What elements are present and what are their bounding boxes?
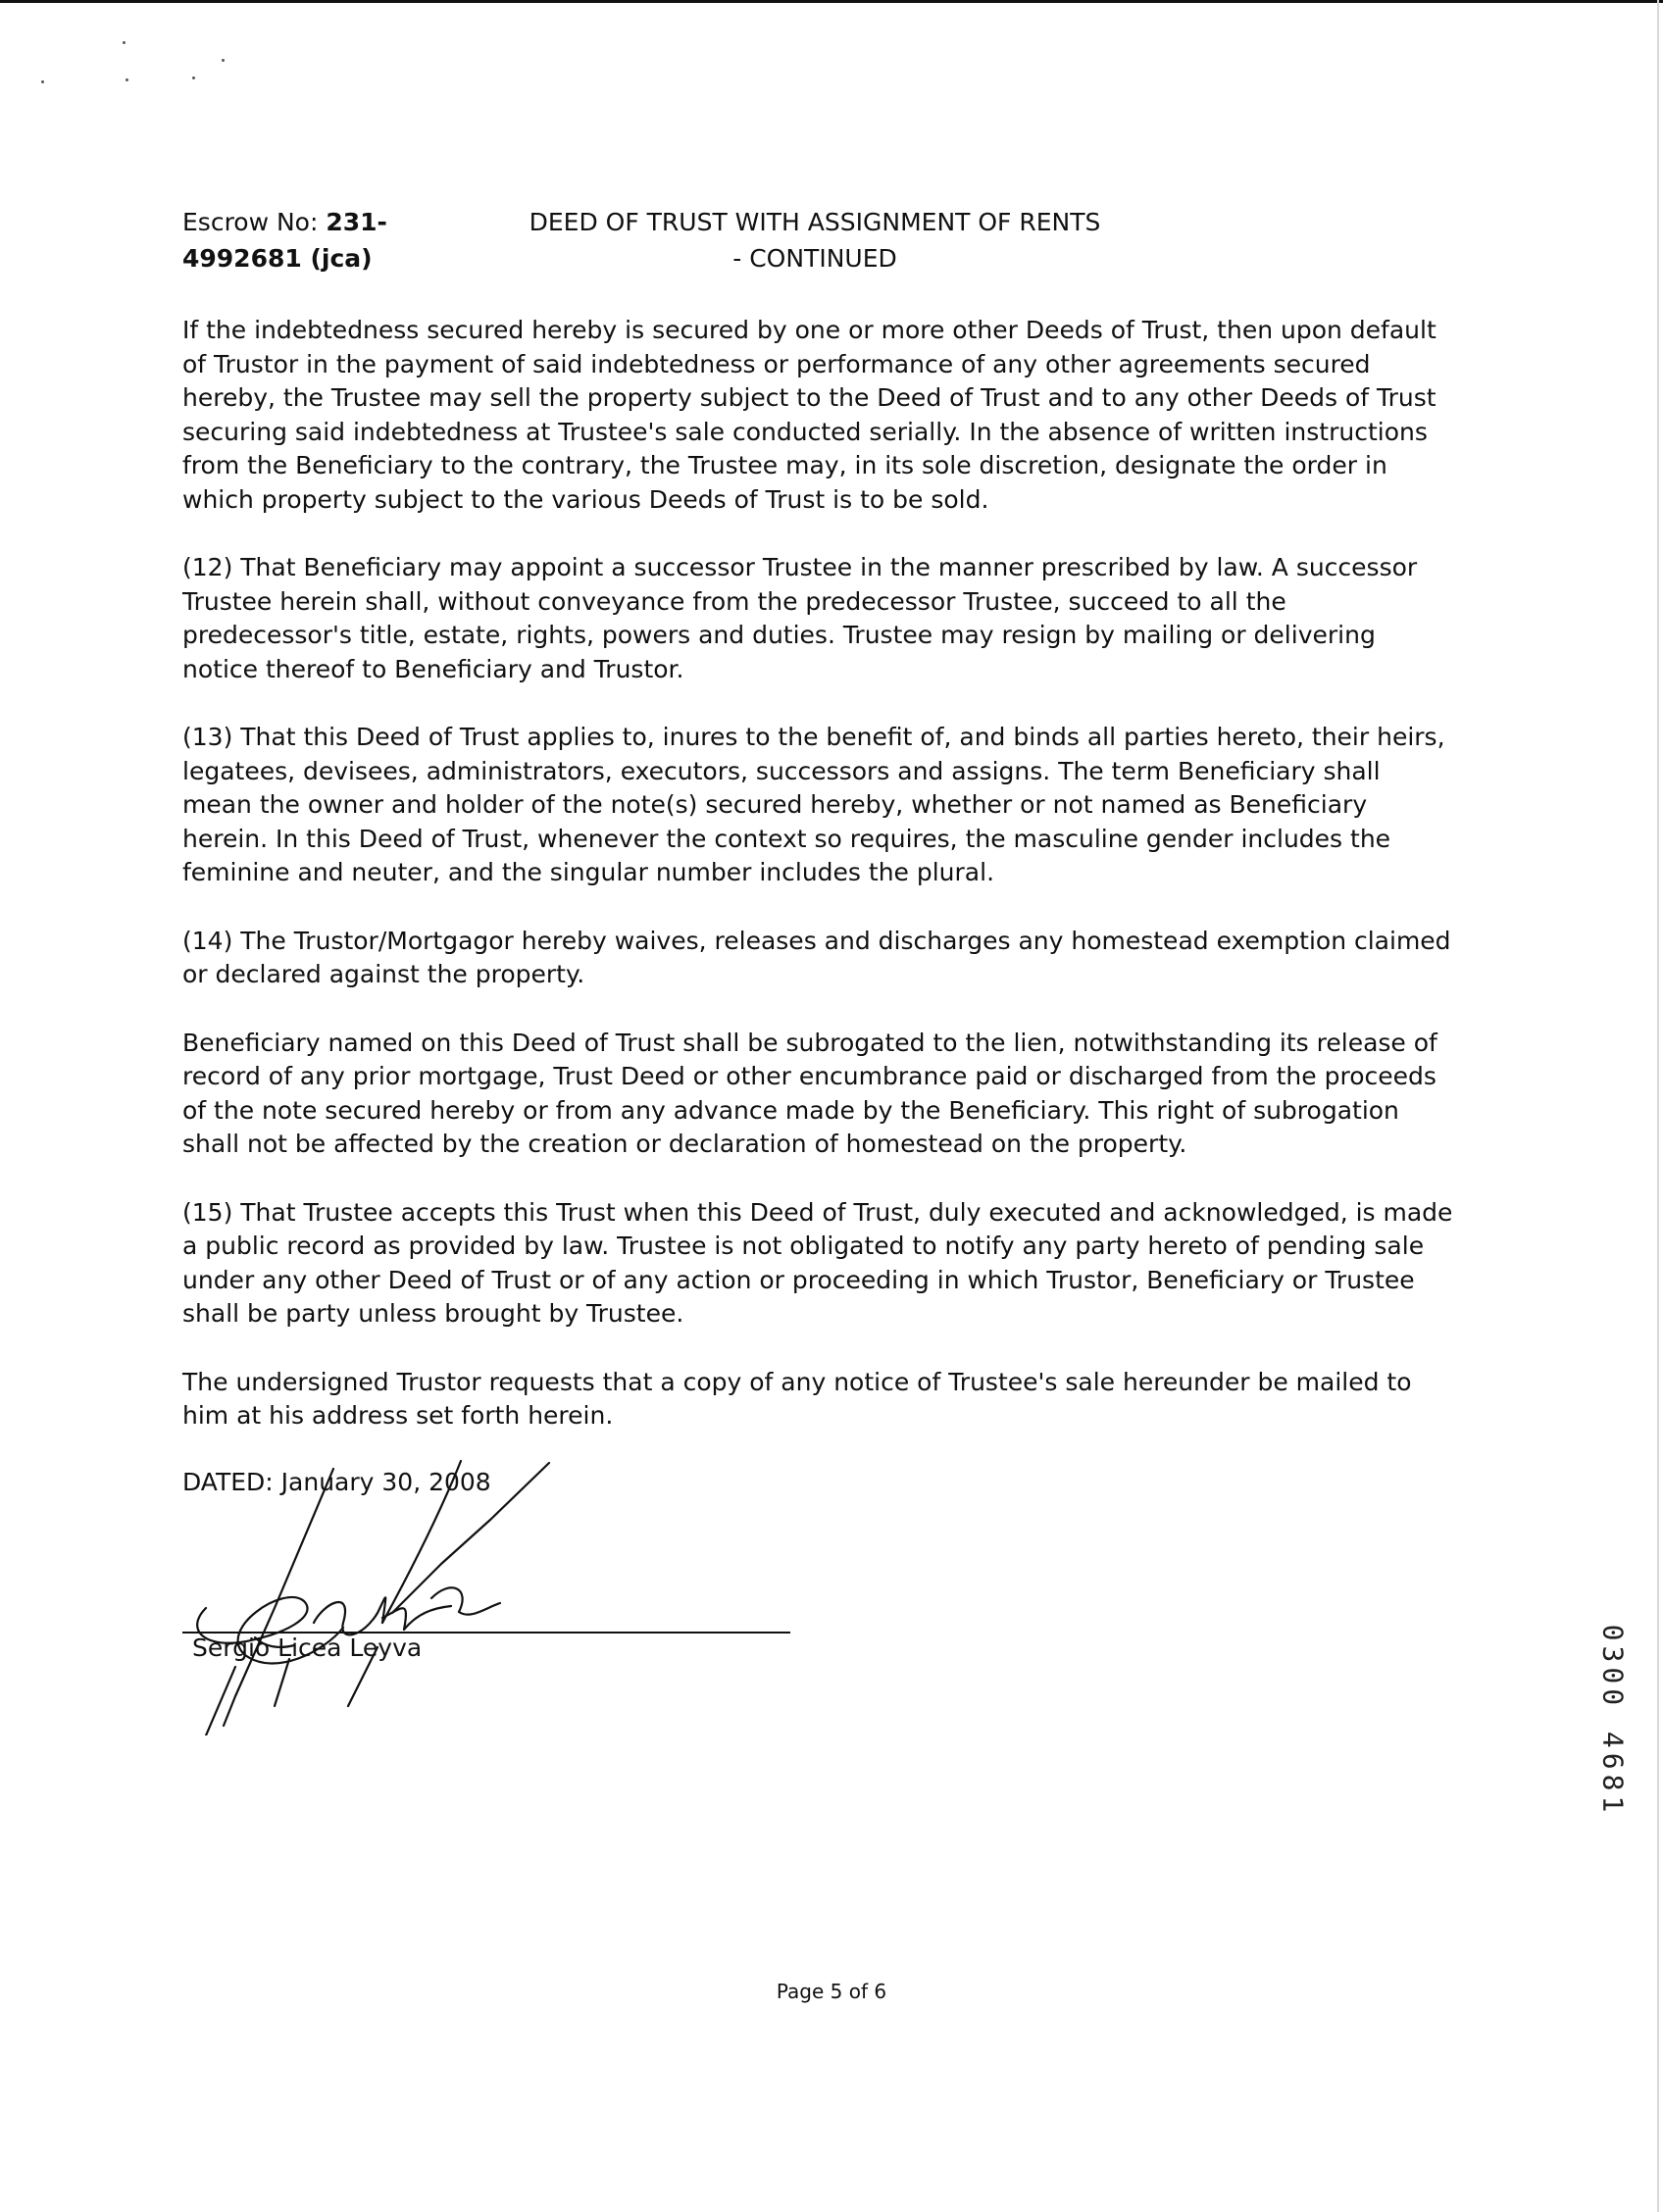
paragraph-13-binding-parties: (13) That this Deed of Trust applies to, inures to the benefit of, and binds all parties hereto, their heirs, legatees, devisees, administrators, executors, successors and assigns. The term Beneficiary shall mean the owner and holder of the note(s) secured hereby, whether or not named as Beneficiary herein. In this Deed of Trust, whenever the context so requires, the masculine gender includes the feminine and neuter, and the singular number includes the plural. [182,723,1445,886]
document-header [182,204,1447,282]
dated-line: DATED: January 30, 2008 [182,1468,491,1496]
escrow-number-part2: 4992681 (jca) [182,244,373,273]
scan-speck [192,76,195,79]
scan-speck [123,41,126,44]
signer-name: Sergio Licea Leyva [192,1634,423,1662]
paragraph-notice-request: The undersigned Trustor requests that a copy of any notice of Trustee's sale hereunder be mailed to him at his address set forth herein. [182,1367,1412,1430]
stamp-number: 0300 4681 [1596,1624,1630,1818]
escrow-number-part1: 231- [326,208,387,236]
paragraph-14-homestead-waiver: (14) The Trustor/Mortgagor hereby waives, releases and discharges any homestead exemption claimed or declared against the property. [182,926,1451,988]
document-body [182,314,1457,1468]
escrow-number: Escrow No: 231- 4992681 (jca) [182,208,387,273]
scan-right-edge [1657,0,1659,2212]
handwritten-signature [147,1402,588,1735]
scan-top-edge [0,0,1663,3]
scan-speck [41,80,44,83]
title-continued: - CONTINUED [732,244,897,273]
paragraph-serial-sale: If the indebtedness secured hereby is secured by one or more other Deeds of Trust, then upon default of Trustor in the payment of said indebtedness or performance of any other agreements secured hereby, the Trustee may sell the property subject to the Deed of Trust and to any other Deeds of Trust securing said indebtedness at Trustee's sale conducted serially. In the absence of written instructions from the Beneficiary to the contrary, the Trustee may, in its sole discretion, designate the order in which property subject to the various Deeds of Trust is to be sold. [182,316,1436,514]
scan-speck [222,59,225,62]
scan-speck [126,78,128,81]
document-title [496,204,1134,276]
paragraph-15-trustee-acceptance: (15) That Trustee accepts this Trust when this Deed of Trust, duly executed and acknowledged, is made a public record as provided by law. Trustee is not obligated to notify any party hereto of pending sale under any other Deed of Trust or of any action or proceeding in which Trustor, Beneficiary or Trustee shall be party unless brought by Trustee. [182,1197,1453,1328]
paragraph-12-successor-trustee: (12) That Beneficiary may appoint a successor Trustee in the manner prescribed by law. A successor Trustee herein shall, without conveyance from the predecessor Trustee, succeed to all the predecessor's title, estate, rights, powers and duties. Trustee may resign by mailing or delivering notice thereof to Beneficiary and Trustor. [182,553,1418,683]
page-number: Page 5 of 6 [776,1980,887,2003]
recording-stamp [1596,1574,1630,1868]
paragraph-subrogation: Beneficiary named on this Deed of Trust shall be subrogated to the lien, notwithstanding its release of record of any prior mortgage, Trust Deed or other encumbrance paid or discharged from the proceeds of the note secured hereby or from any advance made by the Beneficiary. This right of subrogation shall not be affected by the creation or declaration of homestead on the property. [182,1028,1437,1158]
title-line: DEED OF TRUST WITH ASSIGNMENT OF RENTS [529,208,1101,236]
